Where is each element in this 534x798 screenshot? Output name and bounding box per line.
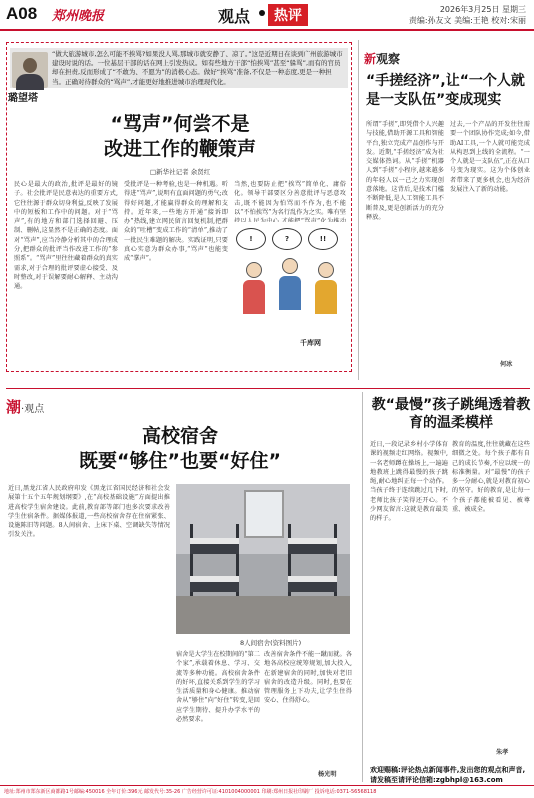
article-column-1: 近日,黑龙江省人民政府印发《黑龙江省国民经济和社会发展第十五个五年规划纲要》,在“高校基础设施”方面提出推进高校学生宿舍建设。此前,教育部等部门也多次要求改善学生住宿条件。据媒体报道,一些高校宿舍存在住宿紧张、设施陈旧等问题。8人间宿舍、上床下桌、空调缺失等情况引发关注。 (8, 485, 170, 539)
person-body-icon (243, 280, 265, 314)
article-column-1: 所谓“手搓”,即凭借个人兴趣与技能,借助开源工具和智能平台,独立完成产品创作与开发。近期,“手搓经济”成为社交媒体热词。从“手搓”机器人到“手搓”小程序,越来越多的年轻人以一己之力实现创意落地。这背后,是技术门槛不断降低,是人工智能工具不断普及,更是创新活力的充分释放。 (366, 121, 444, 221)
person-body-icon (315, 280, 337, 314)
section-tag: 热评 (268, 4, 308, 26)
speech-bubble-icon: ! (236, 228, 266, 250)
column-tag (364, 50, 400, 67)
article-column-2: 受批评是一种考验,也是一种机遇。听得进“骂声”,说明有直面问题的勇气;改得好问题,才能赢得群众的理解和支持。近年来,一些地方开通“接诉即办”热线,建立网民留言回复机制,把群众的“吐槽”变成工作的“清单”,推动了一批民生难题的解决。实践证明,只要真心实意为群众办事,“骂声”也能变成“掌声”。 (124, 181, 228, 263)
quote-author: 璐望塔 (8, 93, 38, 104)
issue-date: 2026年3月25日 星期三 (439, 5, 526, 14)
page-header (0, 0, 534, 30)
article-author: 朱孝 (496, 749, 509, 756)
column-tag-sub: ·观点 (21, 404, 45, 415)
bunk-bed-icon (190, 582, 239, 592)
section-divider (6, 388, 530, 389)
article-title: 教“最慢”孩子跳绳透着教育的温柔模样 (371, 397, 531, 431)
avatar-head (23, 58, 37, 73)
bullet-icon (259, 10, 265, 16)
column-tag (6, 396, 44, 417)
article-title (30, 424, 330, 474)
article-title: “手搓经济”,让“一个人就是一支队伍”变成现实 (366, 73, 525, 108)
cartoon-credit: 千库网 (300, 339, 321, 347)
person-body-icon (279, 276, 301, 310)
window-icon (244, 490, 284, 538)
section-title: 观点 (218, 7, 251, 26)
submission-notice: 欢迎赐稿:评论热点新闻事件,发出您的观点和声音,请发稿至请评论信箱:zgbhpl@163.com (370, 766, 526, 784)
header-rule (0, 29, 534, 31)
article-column-2: 宿舍是大学生在校期间的“第二个家”,承载着休息、学习、交流等多种功能。高校宿舍条件的好坏,直接关系到学生的学习生活质量和身心健康。推动宿舍从“够住”向“好住”转变,是回应学生期待、提升办学水平的必然要求。 (176, 651, 260, 724)
column-tag-sub: 观察 (376, 52, 401, 66)
editor-credits: 责编:孙友文 美编:王艳 校对:宋丽 (408, 16, 526, 25)
page-meta (409, 4, 526, 26)
columnist-photo (12, 52, 48, 88)
column-tag-main: 新 (364, 52, 377, 66)
person-head-icon (282, 258, 298, 274)
article-title-line2: 既要“够住”也要“好住” (79, 450, 281, 472)
photo-floor (176, 596, 350, 634)
column-divider (358, 40, 359, 380)
bunk-bed-icon (288, 544, 337, 554)
page-number: A08 (6, 4, 38, 23)
article-column-2: 过去,一个产品的开发往往需要一个团队协作完成;如今,借助AI工具,一个人就可能完成从构思到上线的全流程。“一个人就是一支队伍”,正在从口号变为现实。这为个体创业者带来了更多机会,也为经济发展注入了新的动能。 (450, 121, 530, 194)
article-column-1: 民心是最大的政治,批评是最好的镜子。社会批评是民意表达的重要方式,它往往源于群众切身利益,反映了发展中的短板和工作中的问题。对于“骂声”,有的地方和部门选择回避、压制、删帖,这显然不是正确的态度。面对“骂声”,应当冷静分析其中的合理成分,把群众的批评当作改进工作的“参照系”。“骂声”里往往藏着群众的真实需求,对于合理的批评要虚心接受、及时整改,对于误解要耐心解释、主动沟通。 (14, 181, 118, 291)
lead-quote: “做大旅游城市,怎么可能不挨骂?如果没人骂,那城市就安静了、凉了。”这是近期日在谈到广州旅游城市建设时说的话。一位基层干部的话在网上引发热议。如有些地方干部“怕挨骂”甚至“躲骂”,而有的官员却在担责,反而形成了“不敢为、不愿为”的消极心态。做好“挨骂”准备,不仅是一种态度,更是一种担当。正确对待群众的“骂声”,才能更好地推进城市治理现代化。 (52, 50, 343, 86)
article-title (30, 112, 330, 162)
photo-caption: 8人间宿舍(资料图片) (240, 639, 302, 647)
article-column-3: 改善宿舍条件不能一蹴而就。各地各高校应统筹规划,加大投入,在新建宿舍的同时,加快对老旧宿舍的改造升级。同时,也要在管理服务上下功夫,让学生住得安心、住得舒心。 (264, 651, 352, 705)
bunk-bed-icon (288, 582, 337, 592)
bunk-bed-icon (190, 544, 239, 554)
speech-bubble-icon: ? (272, 228, 302, 250)
article-author: 何冰 (500, 361, 513, 368)
speech-bubble-icon: !! (308, 228, 338, 250)
masthead-logo: 郑州晚报 (52, 9, 105, 24)
article-column-1: 近日,一段记录乡村小学体育课的视频走红网络。视频中,一名老师蹲在操场上,一遍遍地教班上跳得最慢的孩子跳绳,耐心地纠正每一个动作。当孩子终于连续跳过几下时,老师比孩子笑得还开心。不少网友留言:这就是教育最美的样子。 (370, 441, 448, 523)
article-title-line1: 高校宿舍 (141, 425, 218, 447)
article-title-line2: 改进工作的鞭策声 (103, 138, 256, 160)
page-footer: 地址:郑州市郑东新区商都路1号邮编:450016 全年订价:396元 邮发代号:35-26 广告经营许可证:4101004000001 印刷:郑州日报社印刷厂 投诉电话:0371-56568118 (0, 785, 534, 798)
dormitory-photo (176, 484, 350, 634)
avatar-body (16, 74, 44, 90)
person-head-icon (246, 262, 262, 278)
person-head-icon (318, 262, 334, 278)
article-column-2: 教育的温度,往往就藏在这些细微之处。每个孩子都有自己的成长节奏,不应以统一的标准衡量。对“最慢”的孩子多一分耐心,就是对教育初心的坚守。好的教育,是让每一个孩子都能被看见、被尊重、被成全。 (452, 441, 530, 514)
article-column-3: 当然,也要防止把“挨骂”简单化、庸俗化。领导干部要区分善意批评与恶意攻击,既不能因为怕骂而不作为,也不能以“不怕挨骂”为名行乱作为之实。唯有坚 (234, 181, 346, 216)
column-divider (362, 392, 363, 782)
column-tag-main: 潮 (6, 398, 22, 416)
article-title-line1: “骂声”何尝不是 (110, 113, 250, 135)
cartoon-illustration (232, 222, 348, 342)
article-author: 杨光明 (318, 771, 337, 778)
article-byline: □新华社记者 余贤红 (150, 168, 211, 176)
